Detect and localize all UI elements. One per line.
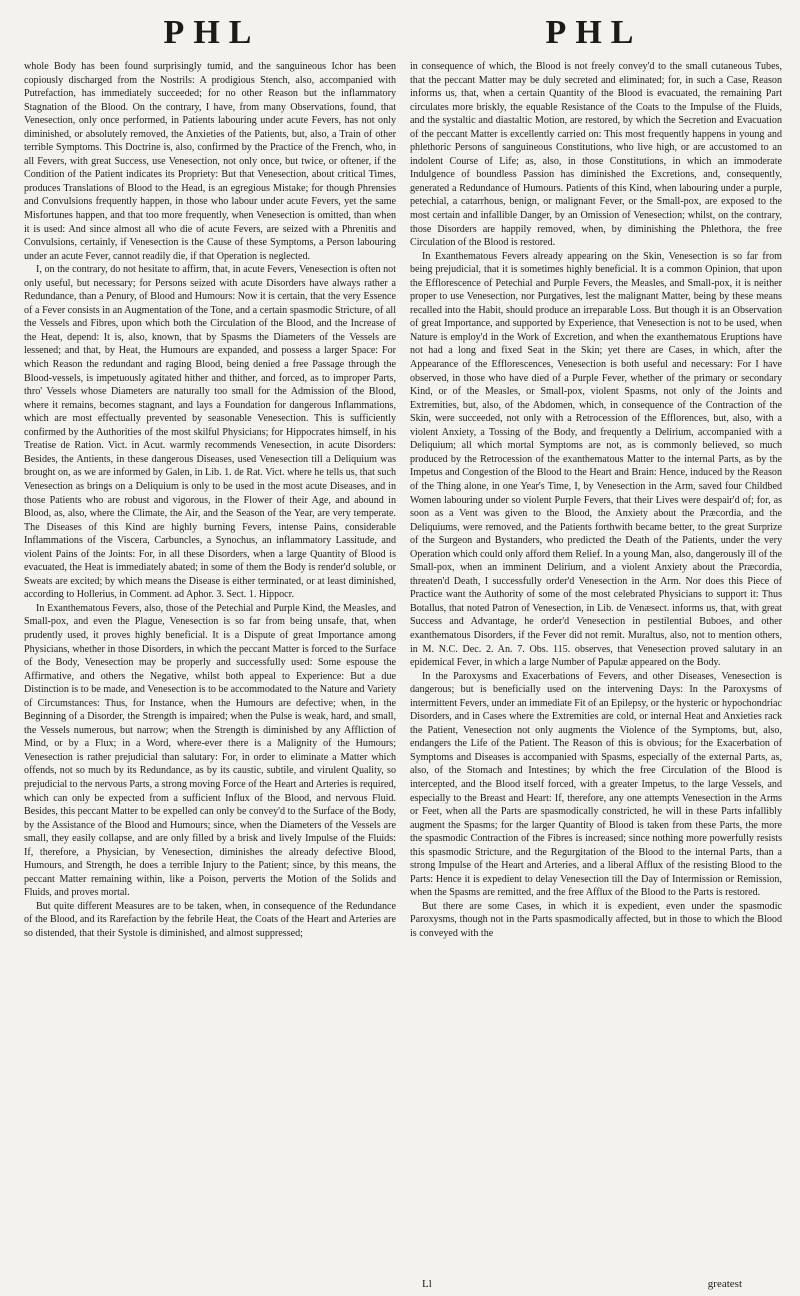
left-column bbox=[24, 60, 396, 1274]
paragraph: In Exanthematous Fevers, also, those of the Petechial and Purple Kind, the Measles, and Small-pox, and even the Plague, Venesection is so far from being unsafe, that, when prudently used, it proves highly beneficial. It is a Dispute of great Importance among Physicians, whether in those Disorders, in which the peccant Matter is forced to the Surface of the Body, Venesection may be properly and successfully used: Some espouse the Affirmative, and others the Negative, whilst both appeal to Experience: But a due Distinction is to be made, and Venesection is to be accommodated to the Nature and Variety of Circumstances: Thus, for Instance, when the Humours are defective; when, in the Beginning of a Disorder, the Strength is impaired; when the Pulse is weak, hard, and small, the Vessels numerous, but narrow; when the Strength is diminished by any Affliction of Mind, or by a Flux; in a Word, where-ever there is a Malignity of the Humours; Venesection is rather prejudicial than salutary: For, in order to eliminate a Matter which offends, not so much by its Redundance, as by its caustic, subtile, and virulent Quality, so prejudicial to the nervous Parts, a strong moving Force of the Heart and Arteries is required, which can only be expected from a sufficient Influx of the Blood, and nervous Fluid. Besides, this peccant Matter to be expelled can only be convey'd to the Surface of the Body, by the Assistance of the Blood and Humours; since, when the Diameters of the Vessels are small, they easily collapse, and are only filled by a brisk and lively Impulse of the Fluids: If, therefore, a Physician, by Venesection, diminishes the already defective Blood, Humours, and Strength, he does a terrible Injury to the Patient; since, by this means, the peccant Matter remaining within, like a Poison, perverts the Motion of the Solids and Fluids, and proves mortal. bbox=[24, 602, 396, 899]
text-columns bbox=[24, 60, 782, 1274]
paragraph: whole Body has been found surprisingly tumid, and the sanguineous Ichor has been copiously discharged from the Nostrils: A prodigious Stench, also, accompanied with Putrefaction, has immediately succeeded; for no other Reason but the inflammatory Stagnation of the Blood. On the contrary, I have, from many Observations, found, that Venesection, only once performed, in Patients labouring under acute Fevers, has not only diminished, or absolutely removed, the Anxieties of the Patients, but, also, a Train of other terrible Symptoms. This Doctrine is, also, confirmed by the Practice of the French, who, in all Fevers, with great Success, use Venesection, not only once, but twice, or oftener, if the Condition of the Patient indicates its Propriety: But that Venesection, about critical Times, produces Translations of Blood to the Head, is an egregious Mistake; for though Phrensies and Convulsions frequently happen, in those who labour under acute Fevers, yet the same Misfortunes happen, and that too more frequently, when Venesection is omitted, than when it is used: And since almost all who die of acute Fevers, are seized with a Phrenitis and Convulsions, certainly, if Venesection is the Cause of these Symptoms, a Person labouring under an acute Fever, cannot readily die, if that Operation is neglected. bbox=[24, 61, 396, 262]
signature-mark: Ll bbox=[422, 1278, 432, 1290]
paragraph: in consequence of which, the Blood is not freely convey'd to the small cutaneous Tubes, that the peccant Matter may be duly secreted and eliminated; for, in such a Case, Reason informs us, that, when a certain Quantity of the Blood is evacuated, the remaining Part circulates more briskly, the equable Resistance of the Coats to the Impulse of the Fluids, and the systaltic and diastaltic Motion, are restored, by which the Secretion and Evacuation of the peccant Matter is excellently carried on: This most frequently happens in young and phlethoric Persons of sanguineous Constitutions, who live high, or are accustomed to an indolent Course of Life; as, also, in those Constitutions, in which an immoderate Indulgence of boundless Passion has diminished the Excretions, and, consequently, generated a Redundance of Humours. Patients of this Kind, when labouring under a purple, petechial, a catarrhous, benign, or malignant Fever, or the Small-pox, are exposed to the most certain and infallible Danger, by an Omission of Venesection; whilst, on the contrary, those Disorders are happily removed, when, by diminishing the Phlethora, the free Circulation of the Blood is restored. bbox=[410, 61, 782, 249]
paragraph: But there are some Cases, in which it is expedient, even under the spasmodic Paroxysms, though not in the Parts spasmodically affected, but in those to which the Blood is conveyed with the bbox=[410, 900, 782, 939]
paragraph: In the Paroxysms and Exacerbations of Fevers, and other Diseases, Venesection is dangerous; but is beneficially used on the intervening Days: In the Paroxysms of intermittent Fevers, under an immediate Fit of an Epilepsy, or the hysteric or hypochondriac Disorders, and in Cases where the Extremities are cold, or internal Heat and Anxieties rack the Patient, Venesection not only augments the Violence of the Symptoms, but, also, endangers the Life of the Patient. The Reason of this is obvious; for the Exacerbation of Symptoms and Diseases is accompanied with Spasms, especially of the external Parts, as, also, of the Stomach and Intestines; by which the free Circulation of the Blood is intercepted, and the Blood itself forced, with a greater Impetus, to the large Vessels, and especially to the Breast and Heart: If, therefore, any one attempts Venesection in the Arms or Feet, when all the Parts are spasmodically constricted, he will in these Parts infallibly augment the Spasms; for the larger Quantity of Blood is taken from these Parts, the more the spasmodic Contraction of the Fibres is increased; since nothing more powerfully resists this spasmodic Stricture, and the Regurgitation of the Blood to the internal Parts, than a strong Impulse of the Heart and Arteries, and a liberal Afflux of the resisting Blood to the Parts: Hence it is expedient to delay Venesection till the Day of Intermission or Remission, when the Spasms are remitted, and the free Afflux of the Blood to the Parts is restored. bbox=[410, 670, 782, 899]
left-running-head: PHL bbox=[163, 14, 261, 51]
paragraph: In Exanthematous Fevers already appearing on the Skin, Venesection is so far from being prejudicial, that it is sometimes highly beneficial. It is a common Opinion, that upon the Efflorescence of Petechial and Purple Fevers, the Measles, and Small-pox, it is neither proper to use Venesection, nor Purgatives, lest the malignant Matter, being by these means recalled into the Habit, should produce an irreparable Loss. But though it is an Observation of great Importance, and supported by Experience, that Venesection is not to be used, when Nature is employ'd in the Work of Excretion, and when the exanthematous Eruptions have not had a long and fixed Seat in the Skin; yet there are Cases, in which, after the Appearance of the Efflorescences, Venesection is both useful and necessary: For I have observed, in those who have died of a Purple Fever, whether of the primary or secondary Kind, or of the Measles, or Small-pox, violent Spasms, not only of the Joints and Extremities, but, also, of the Abdomen, which, in consequence of the Contraction of the Skin, were succeeded, not only with a Retrocession of the Efflorences, but, also, with a violent Anxiety, a Tossing of the Body, and frequently a Delirium, accompanied with a Deliquium; all which mortal Symptoms are not, as is commonly believed, so much produced by the Retrocession of the exanthematous Matter to the internal Parts, as by the Impetus and Congestion of the Blood to the Heart and Brain: Hence, induced by the Reason of the Thing alone, in one Year's Time, I, by Venesection in the Arm, saved four Childbed Women labouring under so violent Purple Fevers, that their Lives were despair'd of; for, as soon as a Vent was given to the Blood, the Anxiety about the Præcordia, and the Deliquiums, were removed, and the Patients forthwith became better, to the great Surprize of the Surgeon and Bystanders, who predicted the Death of the Patients, under the very Operation which could only afford them Relief. In a young Man, also, dangerously ill of the Small-pox, when an imminent Delirium, and a violent Anxiety about the Præcordia, threaten'd Death, I successfully order'd Venesection in the Arm. Nor does this Piece of Practice want the Authority of some of the most celebrated Physicians to support it: Thus Botallus, that noted Patron of Venesection, in Lib. de Venæsect. informs us, that, with great Success and Advantage, he order'd Venesection in pestilential Buboes, and other exanthematous Disorders, if the Fever did not remit. Muraltus, also, not to mention others, in M. N.C. Dec. 2. An. 7. Obs. 115. observes, that Venesection proved salutary in an epidemical Fever, in which a large Number of Papulæ appeared on the Body. bbox=[410, 250, 782, 669]
page-footer bbox=[24, 1278, 782, 1294]
paragraph: But quite different Measures are to be taken, when, in consequence of the Redundance of the Blood, and its Rarefaction by the febrile Heat, the Coats of the Heart and Arteries are so distended, that their Systole is diminished, and almost suppressed; bbox=[24, 900, 396, 939]
catchword: greatest bbox=[707, 1278, 742, 1290]
paragraph: I, on the contrary, do not hesitate to affirm, that, in acute Fevers, Venesection is often not only useful, but necessary; for Persons seized with acute Disorders have always rather a Redundance, than a Penury, of Blood and Humours: Now it is certain, that the very Essence of a Fever consists in an Augmentation of the Tone, and a certain spasmodic Stricture, of all the Vessels and Fibres, upon which both the Circulation of the Blood, and the Increase of the Heat, depend: It is, also, known, that by Spasms the Diameters of the Vessels are lessened; and that, by Heat, the Humours are expanded, and possess a larger Space: For which Reason the redundant and raging Blood, being denied a free Passage through the Blood-vessels, is impetuously agitated hither and thither, and forced, as to improper Parts, thro' Vessels whose Diameters are naturally too small for the Admission of the Blood, where it remains, becomes stagnant, and lays a Foundation for dangerous Inflammations, which are most effectually prevented by seasonable Venesection. This is sufficiently confirmed by the Authorities of the most skilful Physicians; for Hippocrates himself, in his Treatise de Ration. Vict. in Acut. warmly recommends Venesection, in acute Disorders: Besides, the Antients, in these dangerous Diseases, used Venesection till a Deliquium was brought on, as we are informed by Galen, in Lib. 1. de Rat. Vict. where he tells us, that such Venesection as brings on a Deliquium is only to be used in the most acute Diseases, and in those Patients who are robust and vigorous, in the Flower of their Age, and abound in Blood, as, also, where the Climate, the Air, and the Season of the Year, are very temperate. The Diseases of this Kind are highly burning Fevers, intense Pains, considerable Inflammations of the Viscera, Carbuncles, a Synochus, an inflammatory Lassitude, and violent Pains of the Joints: For, in all these Disorders, when a large Quantity of Blood is evacuated, the Heat is immediately abated; in some of them the Body is render'd soluble, or Sweats are excited; by which means the Disease is either terminated, or at least diminished, according to Hollerius, in Comment. ad Aphor. 3. Sect. 1. Hippocr. bbox=[24, 264, 396, 601]
page-header bbox=[24, 8, 782, 60]
right-running-head: PHL bbox=[545, 14, 643, 51]
right-column bbox=[410, 60, 782, 1274]
